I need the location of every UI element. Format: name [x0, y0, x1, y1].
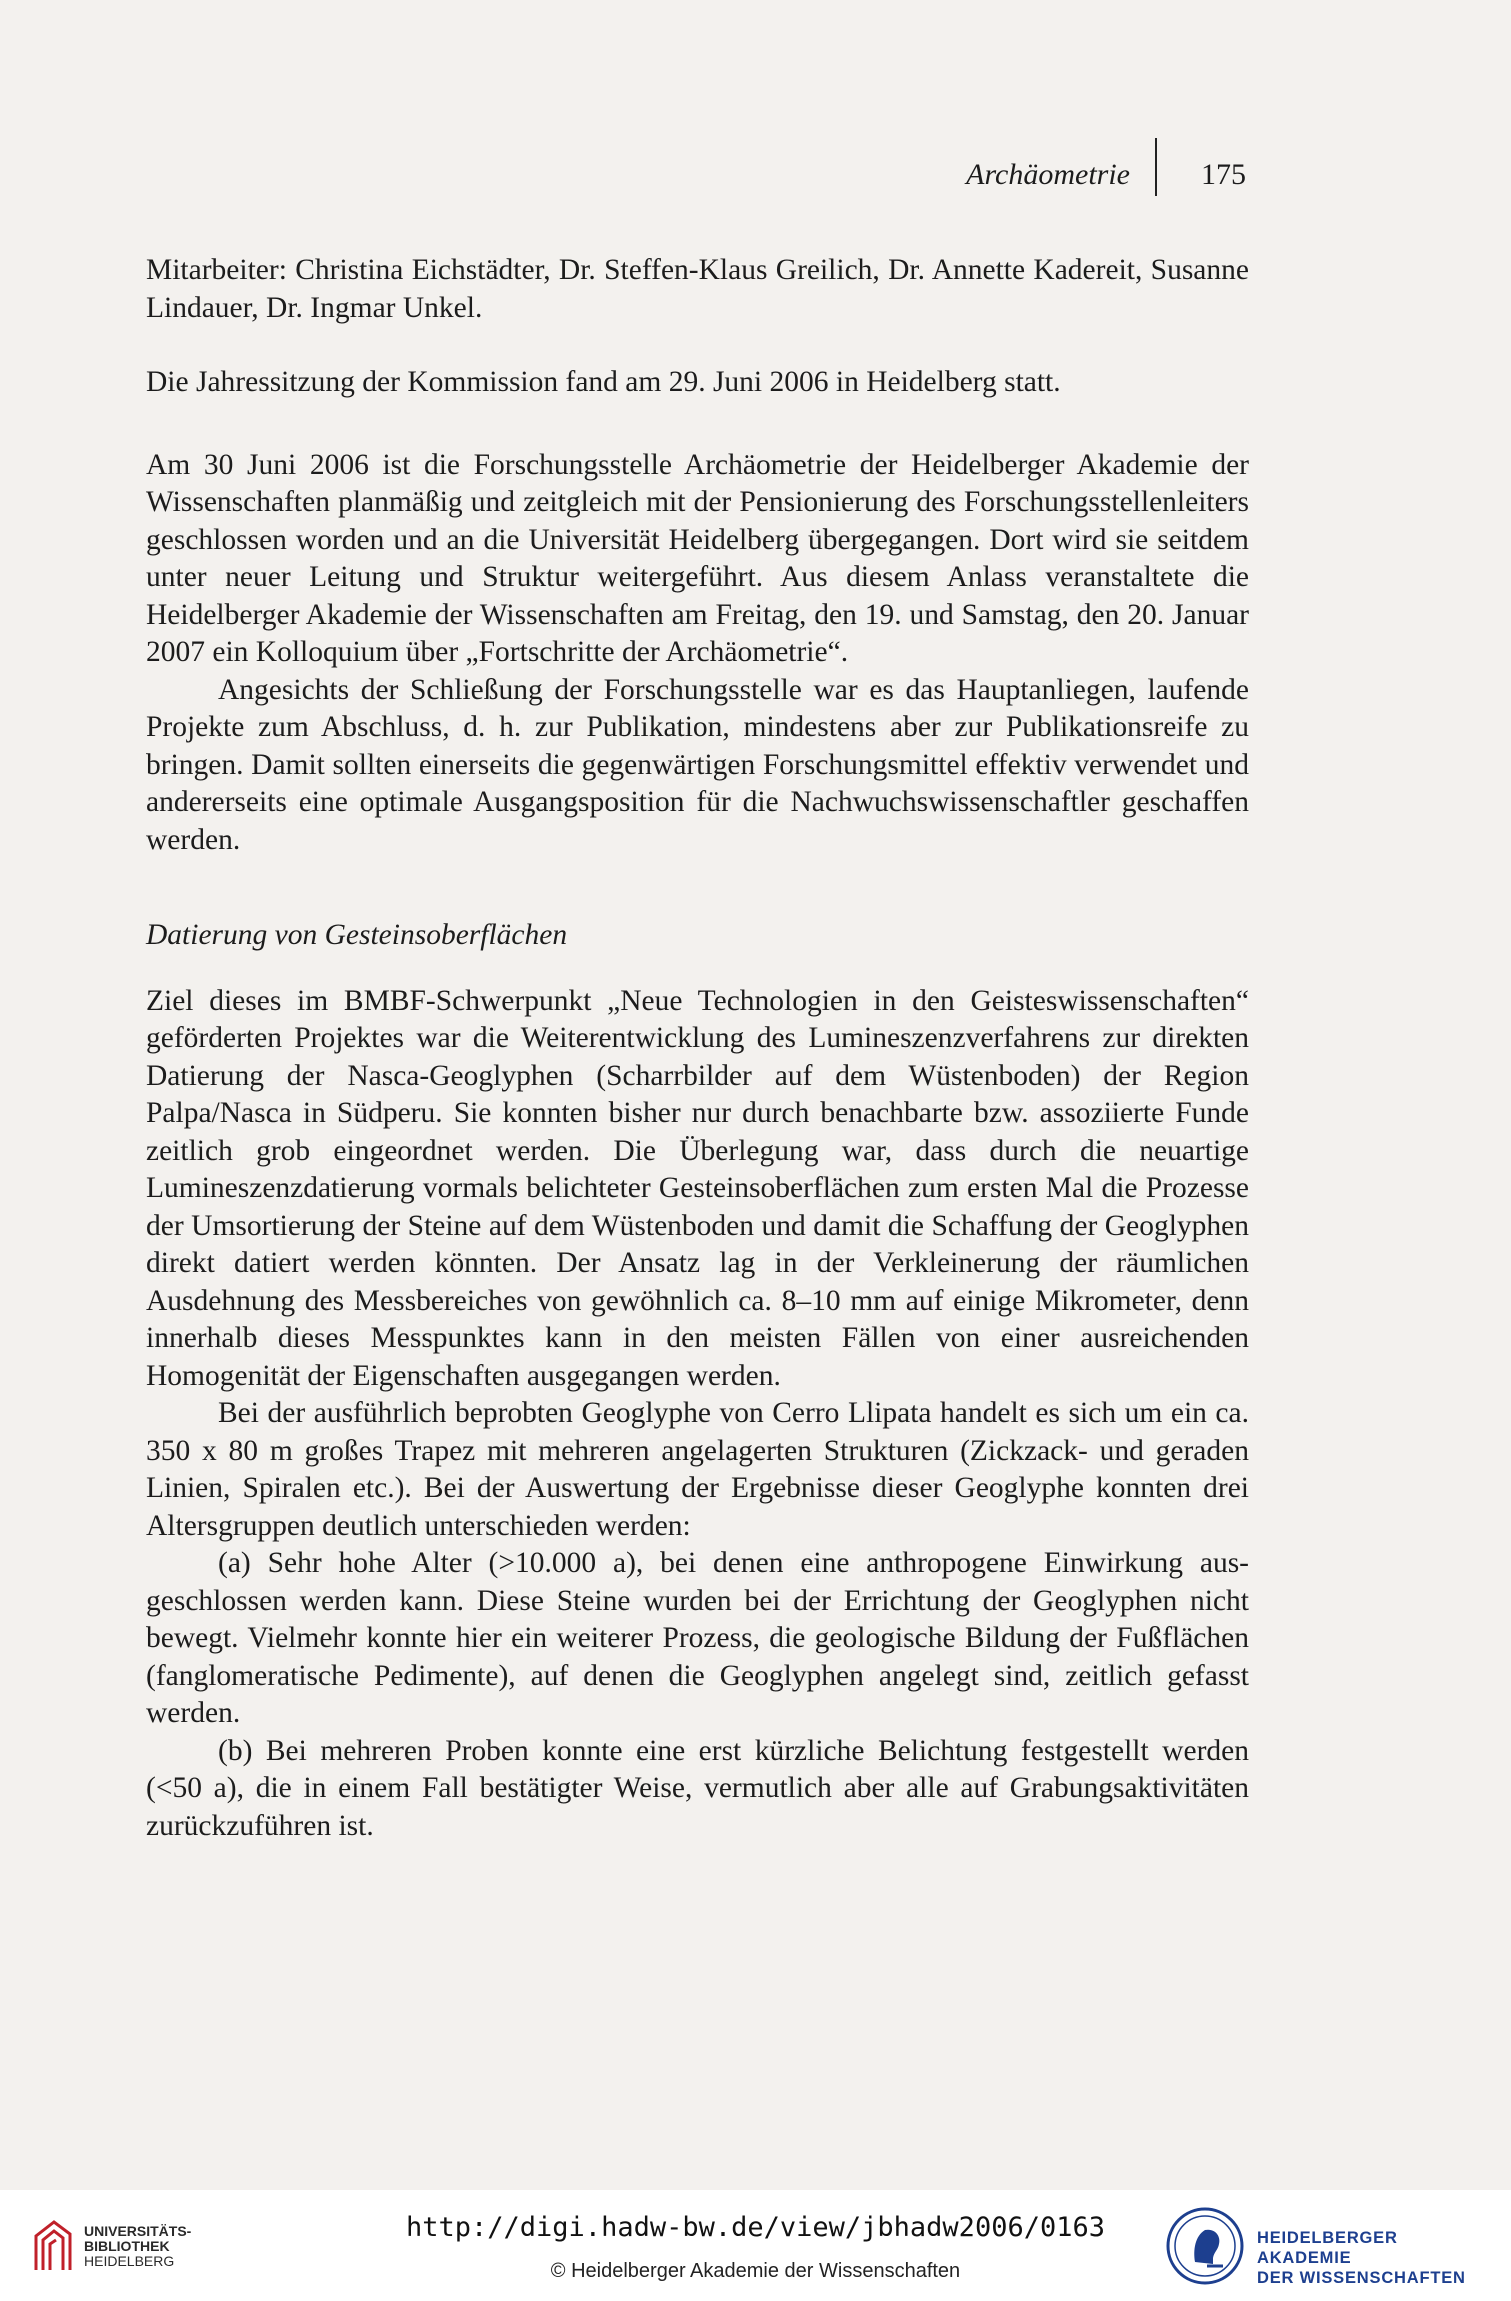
paragraph-closure: Am 30 Juni 2006 ist die Forschungsstelle Archäometrie der Heidelberger Akademie der Wissenschaften planmäßig und zeitgleich mit der Pensionierung des Forschungsstellenleiters geschlossen worden und an die Universität Heidelberg übergegangen. Dort wird sie seitdem unter neuer Leitung und Struktur weitergeführt. Aus diesem Anlass veranstaltete die Heidelberger Akademie der Wissenschaften am Freitag, den 19. und Samstag, den 20. Januar 2007 ein Kolloquium über „Fortschritte der Archäometrie“. — [146, 448, 1249, 668]
paragraph-staff: Mitarbeiter: Christina Eichstädter, Dr. Steffen-Klaus Greilich, Dr. Annette Kadereit, Susanne Lindauer, Dr. Ingmar Unkel. — [146, 254, 1249, 324]
body-text — [146, 252, 1249, 1845]
running-head — [900, 158, 1250, 198]
copyright-notice: © Heidelberger Akademie der Wissenschaften — [550, 2260, 961, 2282]
academy-seal-icon — [1165, 2206, 1245, 2286]
page-number: 175 — [1201, 158, 1246, 191]
running-head-divider — [1155, 138, 1157, 196]
library-line-2: BIBLIOTHEK — [84, 2238, 170, 2254]
academy-line-2: DER WISSENSCHAFTEN — [1257, 2269, 1466, 2287]
library-line-3: HEIDELBERG — [84, 2253, 175, 2269]
paragraph-cerro-llipata: Bei der ausführlich beprobten Geoglyphe von Cerro Llipata handelt es sich um ein ca. 350 x 80 m großes Trapez mit mehreren angelagerten Strukturen (Zickzack- und geraden Linien, Spiralen etc.). Bei der Auswertung der Ergebnisse dieser Geoglyphe konnten drei Altersgruppen deutlich unterschieden werden: — [146, 1397, 1249, 1542]
document-url-link[interactable]: http://digi.hadw-bw.de/view/jbhadw2006/0163 — [406, 2212, 1105, 2243]
academy-line-1: HEIDELBERGER AKADEMIE — [1257, 2229, 1398, 2267]
running-head-title: Archäometrie — [966, 158, 1130, 191]
academy-text — [1257, 2228, 1495, 2288]
section-heading: Datierung von Gesteinsoberflächen — [146, 919, 568, 951]
library-line-1: UNIVERSITÄTS- — [84, 2223, 192, 2239]
paragraph-item-a: (a) Sehr hohe Alter (>10.000 a), bei denen eine anthropogene Einwirkung ausgeschlossen werden kann. Diese Steine wurden bei der Errichtung der Geoglyphen nicht bewegt. Vielmehr konnte hier ein weiterer Prozess, die geologische Bildung der Fußflächen (fanglomeratische Pedimente), auf denen die Geoglyphen angelegt sind, zeitlich gefasst werden. — [146, 1547, 1249, 1729]
paragraph-annual-meeting: Die Jahressitzung der Kommission fand am 29. Juni 2006 in Heidelberg statt. — [146, 366, 1061, 398]
paragraph-project-goal: Ziel dieses im BMBF-Schwerpunkt „Neue Technologien in den Geisteswissenschaften“ geförderten Projektes war die Weiterentwicklung des Lumineszenzverfahrens zur direkten Datierung der Nasca-Geoglyphen (Scharrbilder auf dem Wüstenboden) der Region Palpa/Nasca in Südperu. Sie konnten bisher nur durch benachbarte bzw. assoziierte Funde zeitlich grob eingeordnet werden. Die Überlegung war, dass durch die neuartige Lumineszenzdatierung vormals belichteter Gesteinsoberflächen zum ersten Mal die Prozesse der Umsortierung der Steine auf dem Wüstenboden und damit die Schaffung der Geoglyphen direkt datiert werden könnten. Der Ansatz lag in der Verkleinerung der räumlichen Ausdehnung des Messbereiches von gewöhnlich ca. 8–10 mm auf einige Mikrometer, denn innerhalb dieses Messpunktes kann in den meisten Fällen von einer ausreichenden Homogenität der Eigenschaften ausgegangen werden. — [146, 984, 1249, 1392]
paragraph-item-b: (b) Bei mehreren Proben konnte eine erst kürzliche Belichtung festgestellt werden (<50 a), die in einem Fall bestätigter Weise, vermutlich aber alle auf Grabungsaktivitäten zurückzuführen ist. — [146, 1734, 1249, 1842]
academy-logo[interactable] — [1165, 2206, 1495, 2290]
paragraph-main-goal: Angesichts der Schließung der Forschungsstelle war es das Hauptanliegen, laufende Projekte zum Abschluss, d. h. zur Publikation, mindestens aber zur Publikationsreife zu bringen. Damit sollten einerseits die gegenwärtigen Forschungsmittel effektiv verwendet und andererseits eine optimale Ausgangsposition für die Nachwuchswissenschaftler geschaffen werden. — [146, 673, 1249, 856]
footer-bar — [0, 2190, 1511, 2301]
